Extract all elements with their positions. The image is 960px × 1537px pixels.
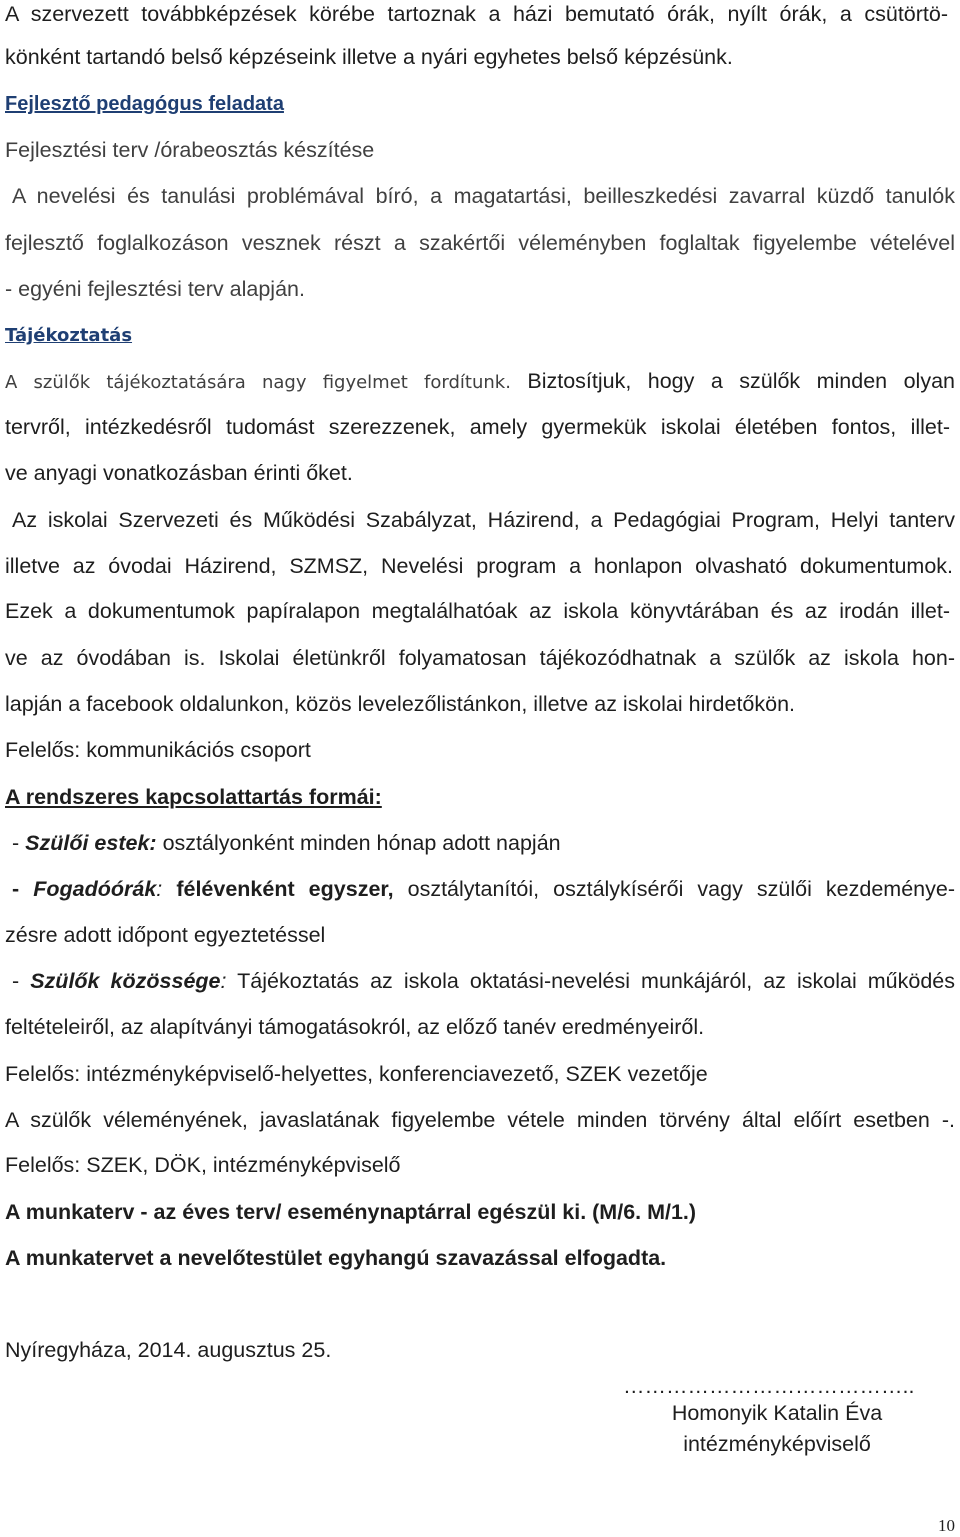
documents-line-2: illetve az óvodai Házirend, SZMSZ, Nevelési program a honlapon olvasható dokumentumok. [5,554,953,578]
tajekoztatas-lead: A szülők tájékoztatására nagy figyelmet fordítunk. [5,372,511,393]
contact-item-fogadoorak [12,876,955,902]
fejleszto-line-3: - egyéni fejlesztési terv alapján. [5,277,305,301]
signatory-title: intézményképviselő [683,1432,871,1456]
contact-item-term: Szülői estek: [25,831,157,855]
contact-item-dash: - [12,831,20,855]
contact-item-emphasis: félévenként egyszer, [176,877,394,901]
contact-item-text: osztálytanítói, osztálykísérői vagy szülői kezdeménye- [407,877,955,901]
contact-item-colon: : [156,877,163,901]
contact-item-szulok-kozossege-continuation: feltételeiről, az alapítványi támogatásokról, az előző tanév eredményeiről. [5,1015,705,1039]
parent-opinion-line: A szülők véleményének, javaslatának figyelembe vétele minden törvény által előírt esetben -. [5,1108,955,1132]
signature-line: ………………………………….. [623,1374,915,1398]
closing-statement-2: A munkatervet a nevelőtestület egyhangú szavazással elfogadta. [5,1246,667,1270]
page-number: 10 [938,1516,955,1535]
fejleszto-line-1: A nevelési és tanulási problémával bíró, a magatartási, beilleszkedési zavarral küzdő tanulók [12,184,955,208]
contact-item-term: Szülők közössége [30,969,221,993]
tajekoztatas-line-3: ve anyagi vonatkozásban érinti őket. [5,461,353,485]
contact-item-szulok-kozossege [12,968,955,994]
contact-item-dash: - [12,969,20,993]
section-heading-kapcsolattartas: A rendszeres kapcsolattartás formái: [5,785,382,809]
documents-line-3: Ezek a dokumentumok papíralapon megtalálhatóak az iskola könyvtárában és az irodán illet- [5,599,950,623]
intro-line-2: könként tartandó belső képzéseink illetve a nyári egyhetes belső képzésünk. [5,45,733,69]
signatory-name: Homonyik Katalin Éva [671,1401,883,1425]
documents-line-1: Az iskolai Szervezeti és Működési Szabályzat, Házirend, a Pedagógiai Program, Helyi tanterv [12,508,955,532]
documents-line-4: ve az óvodában is. Iskolai életünkről folyamatosan tájékozódhatnak a szülők az iskola hon- [5,646,955,670]
documents-line-5: lapján a facebook oldalunkon, közös levelezőlistánkon, illetve az iskolai hirdetőkön. [5,692,796,716]
tajekoztatas-line-2: tervről, intézkedésről tudomást szerezzenek, amely gyermekük iskolai életében fontos, illet- [5,415,950,439]
contact-item-dash: - [12,877,20,901]
intro-line-1: A szervezett továbbképzések körébe tartoznak a házi bemutató órák, nyílt órák, a csütörtö- [5,2,948,26]
contact-item-szuloi-estek [12,830,955,856]
kapcsolattartas-responsible: Felelős: intézményképviselő-helyettes, konferenciavezető, SZEK vezetője [5,1062,708,1086]
contact-item-text: Tájékoztatás az iskola oktatási-nevelési munkájáról, az iskolai működés [237,969,956,993]
tajekoztatas-line-1 [5,368,955,394]
tajekoztatas-responsible: Felelős: kommunikációs csoport [5,738,311,762]
section-heading-tajekoztatas: Tájékoztatás [5,325,133,346]
contact-item-colon: : [220,969,227,993]
fejleszto-line-2: fejlesztő foglalkozáson vesznek részt a szakértői véleményben foglaltak figyelembe vételével [5,231,955,255]
contact-item-text: osztályonként minden hónap adott napján [162,831,561,855]
closing-statement-1: A munkaterv - az éves terv/ eseménynaptárral egészül ki. (M/6. M/1.) [5,1200,697,1224]
fejleszto-subheading: Fejlesztési terv /órabeosztás készítése [5,138,375,162]
place-date: Nyíregyháza, 2014. augusztus 25. [5,1338,332,1362]
contact-item-term: Fogadóórák [33,877,157,901]
contact-item-fogadoorak-continuation: zésre adott időpont egyeztetéssel [5,923,326,947]
tajekoztatas-text: Biztosítjuk, hogy a szülők minden olyan [527,369,955,393]
section-heading-fejleszto: Fejlesztő pedagógus feladata [5,93,284,115]
parent-opinion-responsible: Felelős: SZEK, DÖK, intézményképviselő [5,1153,401,1177]
